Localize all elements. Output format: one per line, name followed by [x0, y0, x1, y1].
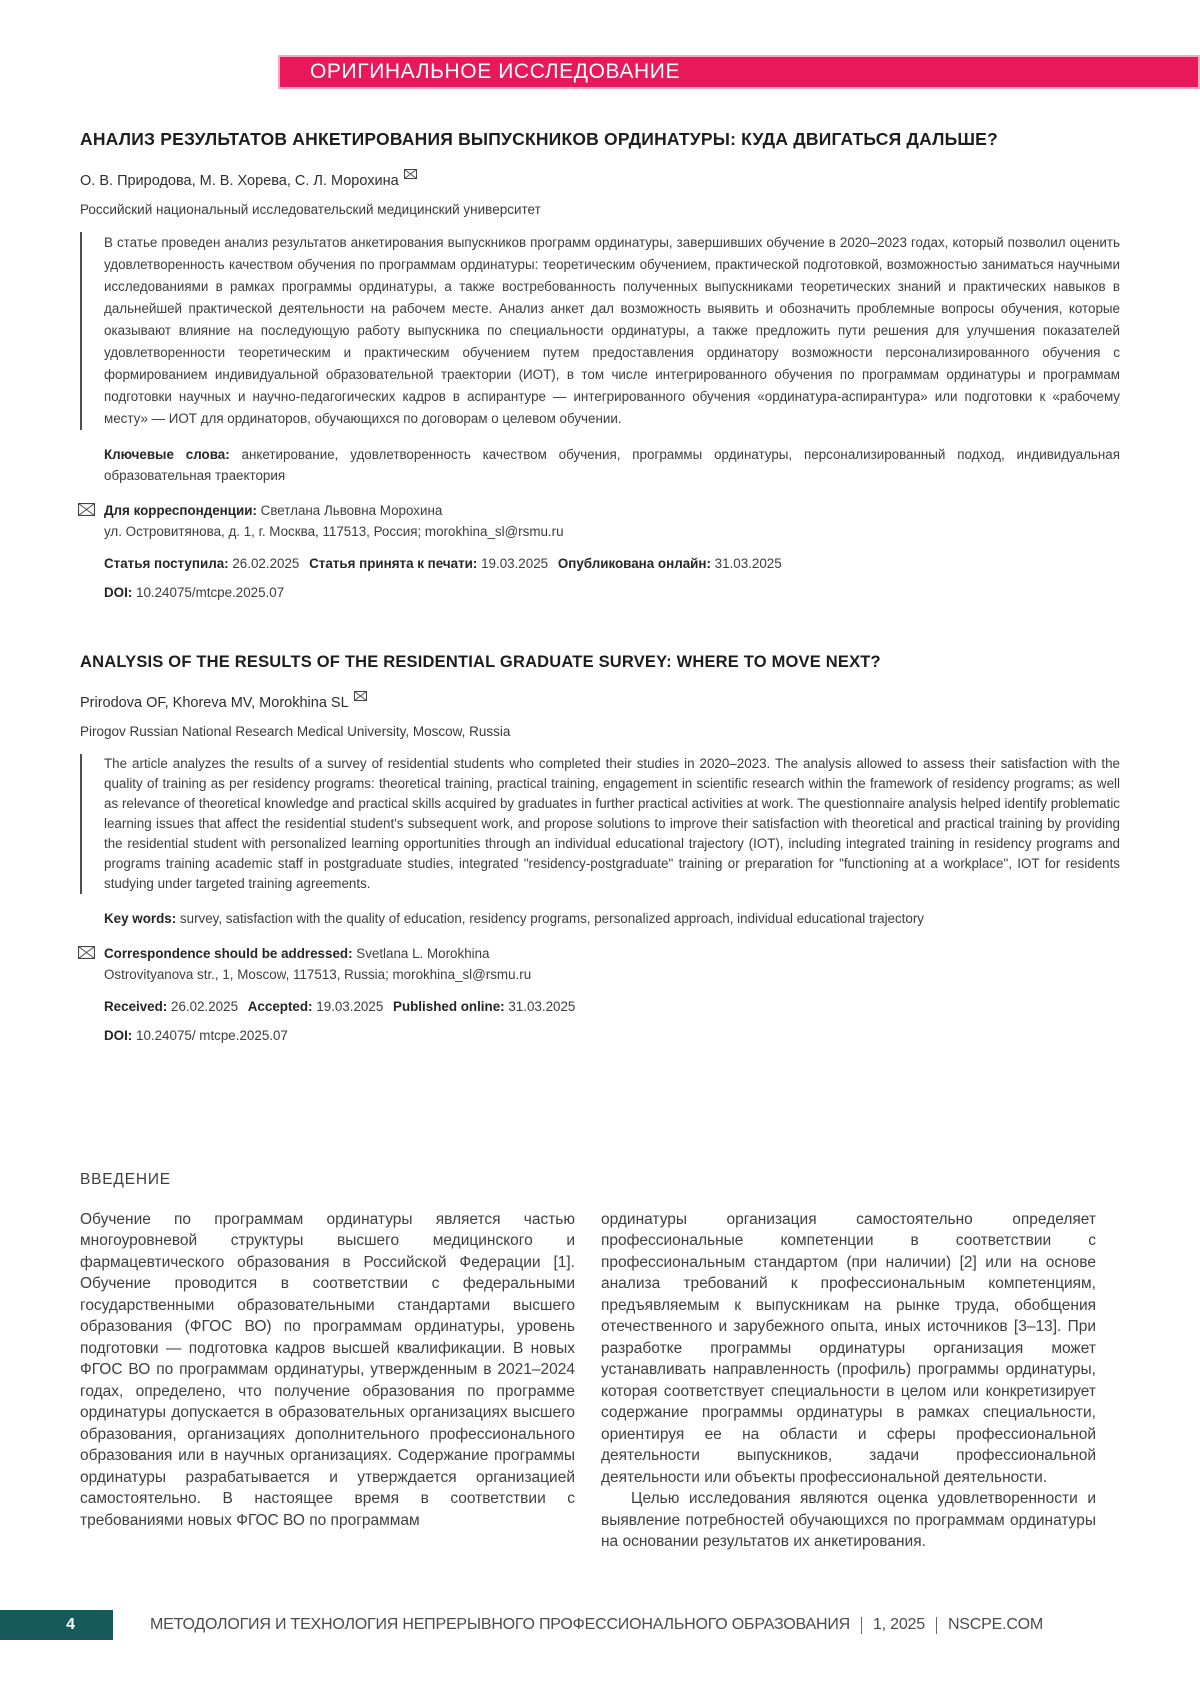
footer-site: NSCPE.COM: [947, 1616, 1044, 1633]
accepted-ru: Статья принята к печати: 19.03.2025: [309, 555, 549, 571]
correspondence-ru-address: ул. Островитянова, д. 1, г. Москва, 117513, Россия; morokhina_sl@rsmu.ru: [104, 523, 564, 539]
received-en: Received: 26.02.2025: [104, 998, 239, 1014]
introduction-heading: ВВЕДЕНИЕ: [80, 1170, 171, 1188]
doi-ru-label: DOI:: [104, 584, 133, 600]
published-en: Published online: 31.03.2025: [393, 998, 576, 1014]
intro-column-left: Обучение по программам ординатуры является частью многоуровневой структуры высшего медицинского и фармацевтического образования в Российской Федерации [1]. Обучение проводится в соответствии с федеральными государственными образовательными стандартами высшего образования (ФГОС ВО) по программам ординатуры, уровень подготовки — подготовка кадров высшей квалификации. В новых ФГОС ВО по программам ординатуры, утвержденным в 2021–2024 годах, определено, что получение образования по программе ординатуры допускается в образовательных организациях высшего образования, организациях дополнительного профессионального образования или в научных организациях. Содержание программы ординатуры разрабатывается и утверждается организацией самостоятельно. В настоящее время в соответствии с требованиями новых ФГОС ВО по программам: [80, 1210, 575, 1529]
footer-journal-line: [150, 1616, 1043, 1634]
article-type-label: ОРИГИНАЛЬНОЕ ИССЛЕДОВАНИЕ: [310, 60, 681, 83]
authors-en: [80, 691, 1120, 711]
article-dates-en: [104, 999, 1120, 1014]
doi-ru: [104, 585, 1120, 600]
intro-col2-paragraph2: Целью исследования являются оценка удовлетворенности и выявление потребностей обучающихся по программам ординатуры на основании результатов их анкетирования.: [601, 1490, 1096, 1551]
article-title-ru: АНАЛИЗ РЕЗУЛЬТАТОВ АНКЕТИРОВАНИЯ ВЫПУСКНИКОВ ОРДИНАТУРЫ: КУДА ДВИГАТЬСЯ ДАЛЬШЕ?: [80, 129, 998, 149]
intro-col2-paragraph1: ординатуры организация самостоятельно определяет профессиональные компетенции в соответствии с профессиональным стандартом (при наличии) [2] или на основе анализа требований к профессиональным компетенциям, предъявляемым к выпускникам на рынке труда, обобщения отечественного и зарубежного опыта, иных источников [3–13]. При разработке программы ординатуры организация может устанавливать направленность (профиль) программы ординатуры, которая соответствует специальности в целом или конкретизирует содержание программы ординатуры в рамках специальности, ориентируя ее на области и сферы профессиональной деятельности выпускников, задачи профессиональной деятельности или объекты профессиональной деятельности.: [601, 1210, 1096, 1486]
footer-issue: 1, 2025: [872, 1616, 925, 1633]
doi-en: [104, 1028, 1120, 1043]
correspondence-ru: [104, 500, 1120, 542]
abstract-en: The article analyzes the results of a survey of residential students who completed their studies in 2020–2023. The analysis allowed to assess their satisfaction with the quality of training as per residency programs: theoretical training, practical training, engagement in scientific research within the framework of residency programs; as well as relevance of theoretical knowledge and practical skills acquired by graduates in further practical activities at work. The questionnaire analysis helped identify problematic learning issues that affect the residential student's subsequent work, and propose solutions to improve their satisfaction with theoretical and practical training by providing the residential student with personalized learning opportunities through an individual educational trajectory (IOT), including integrated training in residency programs and programs training academic staff in postgraduate studies, integrated "residency-postgraduate" training or preparation for "functioning at a workplace", IOT for residents studying under targeted training agreements.: [80, 754, 1120, 894]
page-number-box: [0, 1610, 113, 1640]
affiliation-en: Pirogov Russian National Research Medical University, Moscow, Russia: [80, 723, 511, 739]
affiliation-ru: Российский национальный исследовательский медицинский университет: [80, 201, 541, 217]
page-footer: [0, 1610, 1200, 1640]
correspondence-en-address: Ostrovityanova str., 1, Moscow, 117513, Russia; morokhina_sl@rsmu.ru: [104, 966, 532, 982]
correspondence-en-label: Correspondence should be addressed:: [104, 945, 353, 961]
corresponding-author-envelope-icon-en: [354, 691, 367, 701]
doi-ru-value: 10.24075/mtcpe.2025.07: [136, 584, 285, 600]
keywords-ru: [104, 444, 1120, 486]
article-dates-ru: [104, 556, 1120, 571]
correspondence-en: [104, 943, 1120, 985]
mail-envelope-icon-en: [78, 946, 95, 959]
intro-column-right: [601, 1209, 1096, 1553]
received-ru: Статья поступила: 26.02.2025: [104, 555, 300, 571]
mail-envelope-icon: [78, 503, 95, 516]
introduction-section: [80, 1171, 1120, 1553]
footer-separator: [861, 1617, 862, 1634]
authors-ru: [80, 169, 1120, 189]
published-ru: Опубликована онлайн: 31.03.2025: [557, 555, 782, 571]
correspondence-ru-line1: [104, 500, 1120, 521]
page-number: 4: [66, 1616, 75, 1633]
correspondence-en-line1: [104, 943, 1120, 964]
keywords-ru-text: анкетирование, удовлетворенность качеством обучения, программы ординатуры, персонализированный подход, индивидуальная образовательная траектория: [104, 446, 1120, 483]
abstract-ru: В статье проведен анализ результатов анкетирования выпускников программ ординатуры, завершивших обучение в 2020–2023 годах, который позволил оценить удовлетворенность качеством обучения по программам ординатуры: теоретическим обучением, практической подготовкой, возможностью заниматься научными исследованиями в рамках программы ординатуры, а также востребованность полученных выпускниками теоретических знаний и практических навыков в дальнейшей практической деятельности на рабочем месте. Анализ анкет дал возможность выявить и обозначить проблемные вопросы обучения, которые оказывают влияние на последующую работу выпускника по специальности ординатуры, а также предложить пути решения для улучшения показателей удовлетворенности теоретическим и практическим обучением путем предоставления ординатору возможности персонализированного обучения с формированием индивидуальной образовательной траектории (ИОТ), в том числе интегрированного обучения по программам ординатуры и программам подготовки научных и научно-педагогических кадров в аспирантуре — интегрированного обучения «ординатура-аспирантура» или подготовки к «рабочему месту» — ИОТ для ординаторов, обучающихся по договорам о целевом обучении.: [80, 232, 1120, 430]
english-block: [80, 650, 1120, 1043]
accepted-en: Accepted: 19.03.2025: [247, 998, 384, 1014]
corresponding-author-envelope-icon: [404, 169, 417, 179]
keywords-en: [104, 908, 1120, 929]
doi-en-value: 10.24075/ mtcpe.2025.07: [136, 1027, 288, 1043]
correspondence-ru-label: Для корреспонденции:: [104, 502, 257, 518]
keywords-ru-label: Ключевые слова:: [104, 446, 230, 462]
footer-separator: [936, 1617, 937, 1634]
correspondence-en-name: Svetlana L. Morokhina: [356, 945, 490, 961]
two-column-text: [80, 1209, 1096, 1553]
keywords-en-label: Key words:: [104, 910, 177, 926]
authors-en-names: Prirodova OF, Khoreva MV, Morokhina SL: [80, 694, 349, 711]
doi-en-label: DOI:: [104, 1027, 133, 1043]
correspondence-ru-name: Светлана Львовна Морохина: [260, 502, 443, 518]
article-type-banner: [278, 55, 1200, 89]
article-title-en: ANALYSIS OF THE RESULTS OF THE RESIDENTIAL GRADUATE SURVEY: WHERE TO MOVE NEXT?: [80, 652, 881, 671]
keywords-en-text: survey, satisfaction with the quality of education, residency programs, personalized approach, individual educational trajectory: [179, 910, 925, 926]
authors-ru-names: О. В. Природова, М. В. Хорева, С. Л. Морохина: [80, 172, 399, 189]
footer-journal-title: МЕТОДОЛОГИЯ И ТЕХНОЛОГИЯ НЕПРЕРЫВНОГО ПРОФЕССИОНАЛЬНОГО ОБРАЗОВАНИЯ: [150, 1616, 850, 1633]
